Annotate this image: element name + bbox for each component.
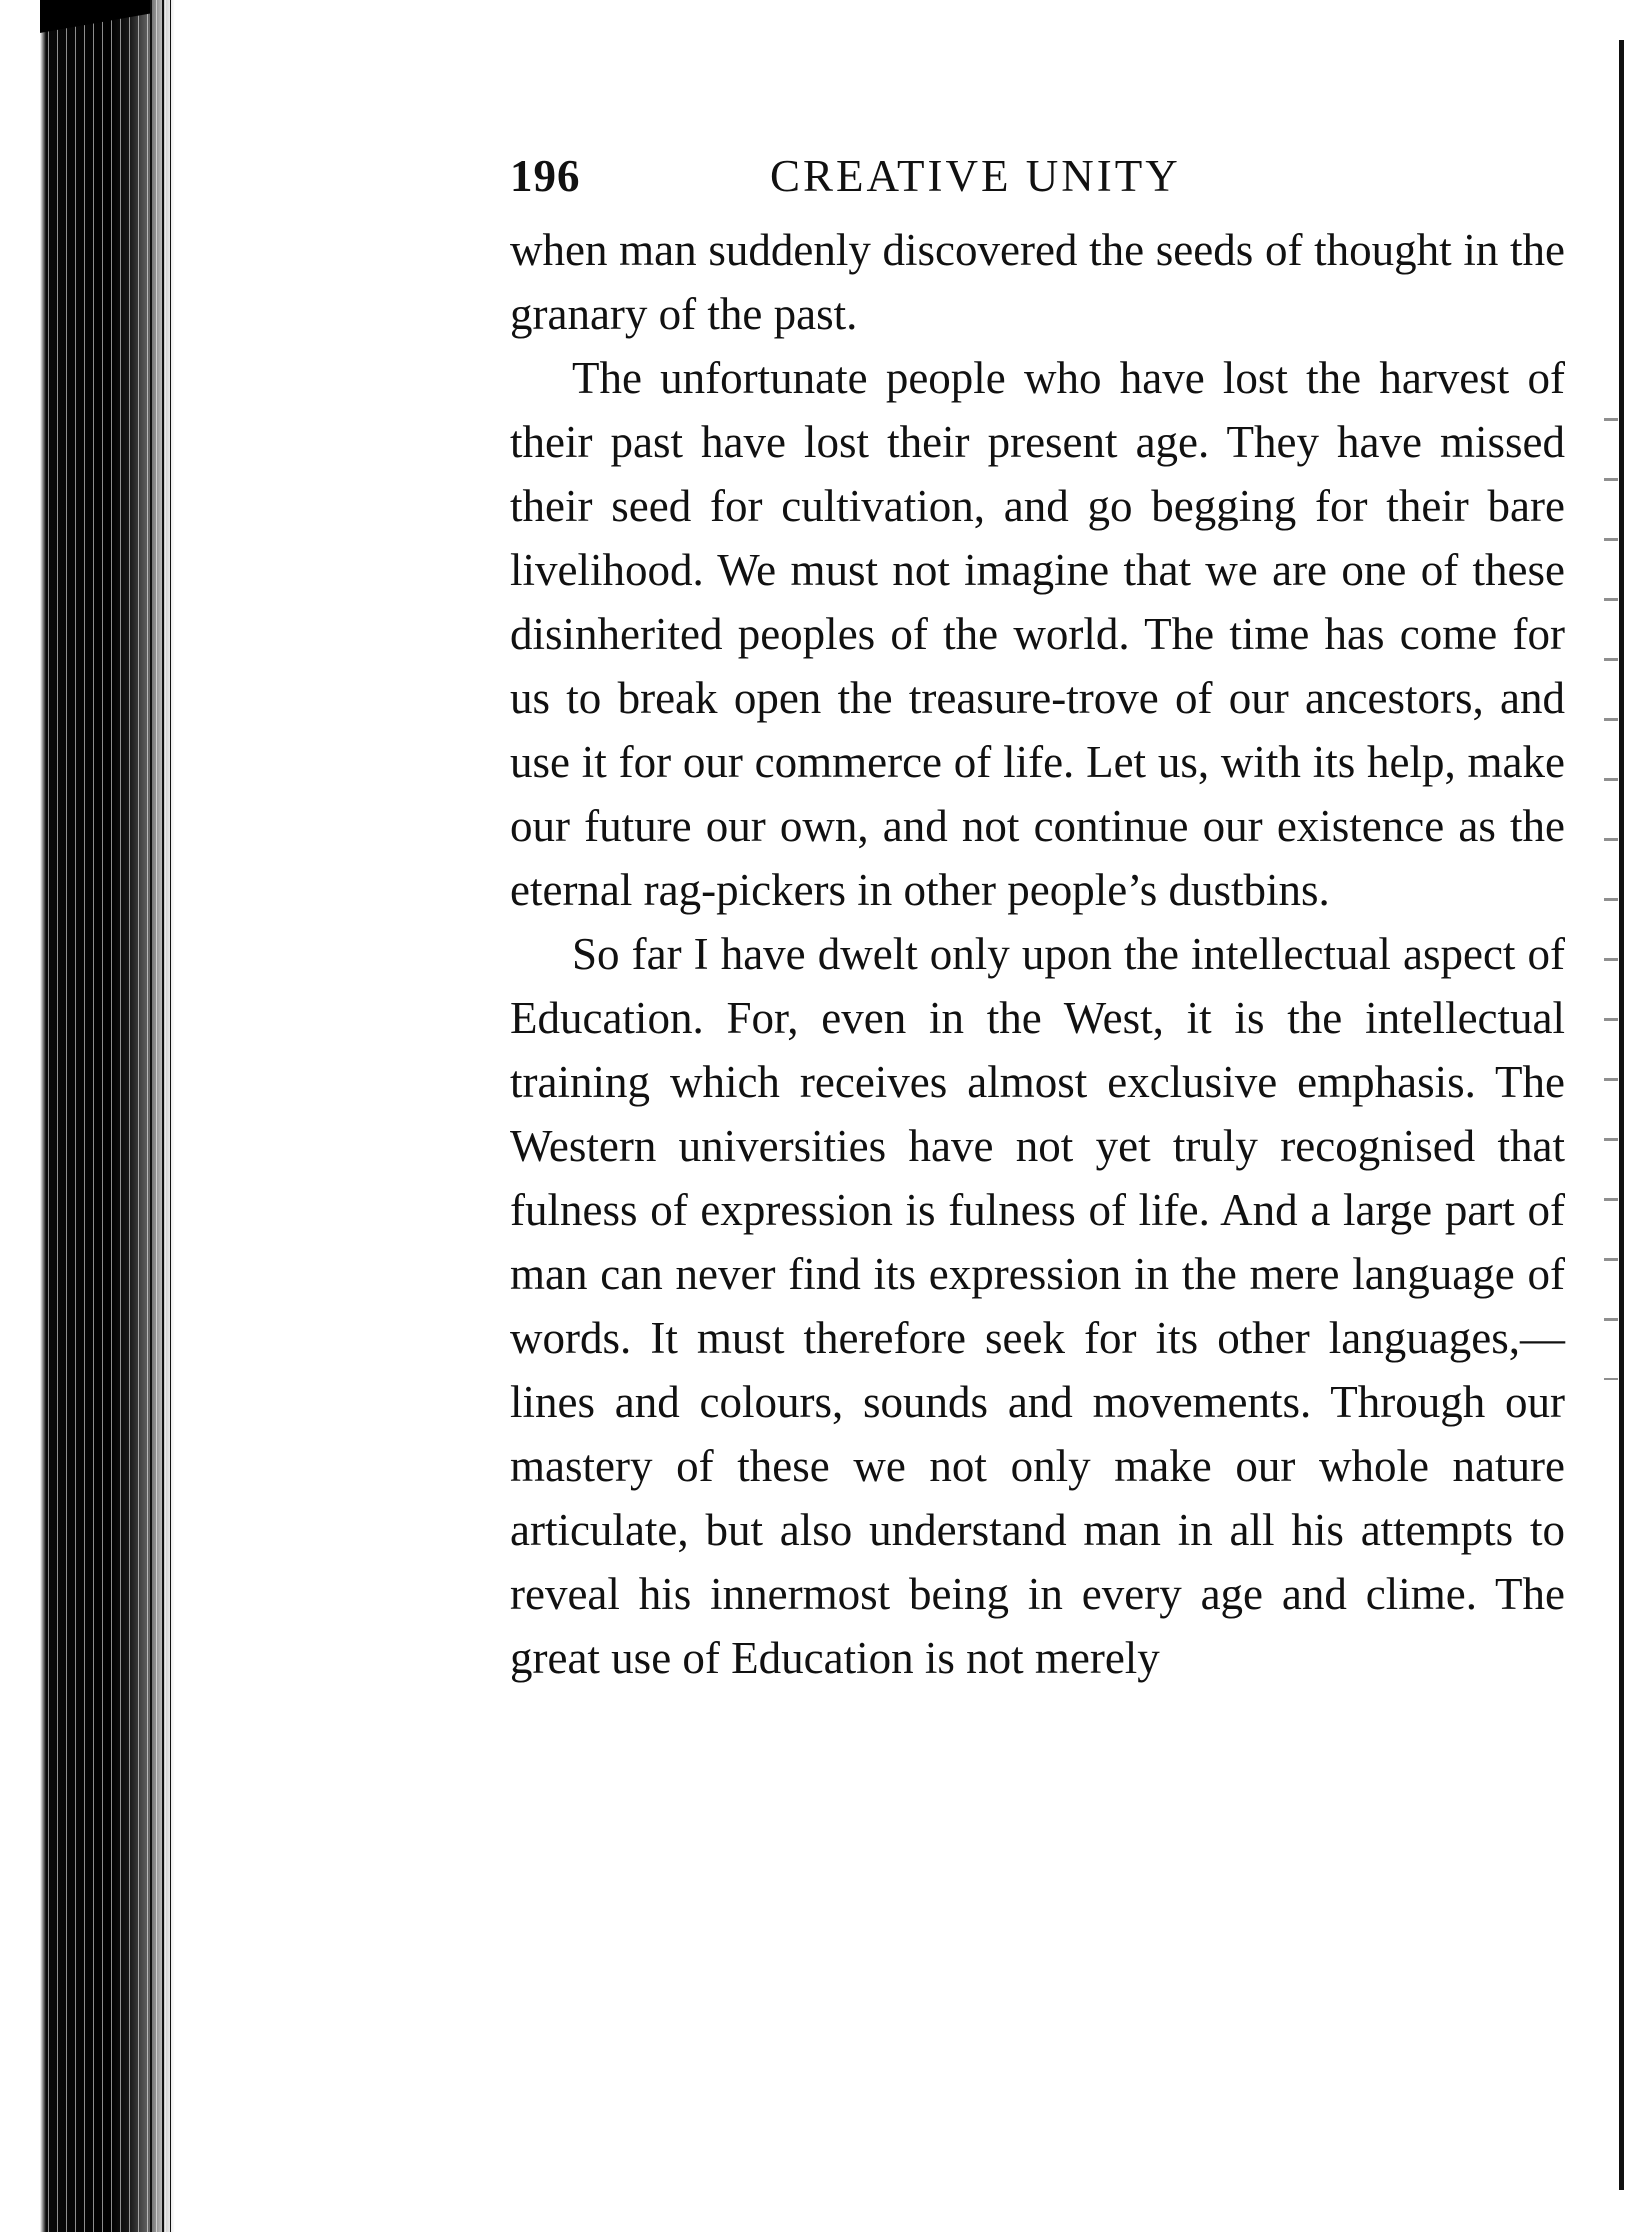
scan-line [150,0,152,2232]
page-number: 196 [510,151,581,201]
page-right-edge-marks [1604,380,1618,1380]
paragraph: So far I have dwelt only upon the intellectual aspect of Education. For, even in the West, it is the intellectual training which receives almost exclusive emphasis. The Western universities have not yet truly recognised that fulness of expression is fulness of life. And a large part of man can never find its expression in the mere language of words. It must therefore seek for its other languages,—lines and colours, sounds and movements. Through our mastery of these we not only make our whole nature articulate, but also understand man in all his attempts to reveal his innermost being in every age and clime. The great use of Education is not merely [510,929,1565,1683]
book-title: CREATIVE UNITY [770,151,1181,201]
book-page [510,150,1565,1690]
running-head [510,150,1565,210]
paragraph: The unfortunate people who have lost the harvest of their past have lost their present age. They have missed their seed for cultivation, and go begging for their bare livelihood. We must not imagine that we are one of these disinherited peoples of the world. The time has come for us to break open the treasure-trove of our ancestors, and use it for our commerce of life. Let us, with its help, make our future our own, and not continue our existence as the eternal rag-pickers in other people’s dustbins. [510,353,1565,915]
paragraph-continued: when man suddenly discovered the seeds of thought in the granary of the past. [510,225,1565,339]
scan-gutter [0,0,175,2232]
scan-line [162,0,164,2232]
scan-gutter-notch [40,0,150,40]
body-text [510,218,1565,1690]
scan-line [170,0,171,2232]
page-right-edge [1619,40,1624,2190]
